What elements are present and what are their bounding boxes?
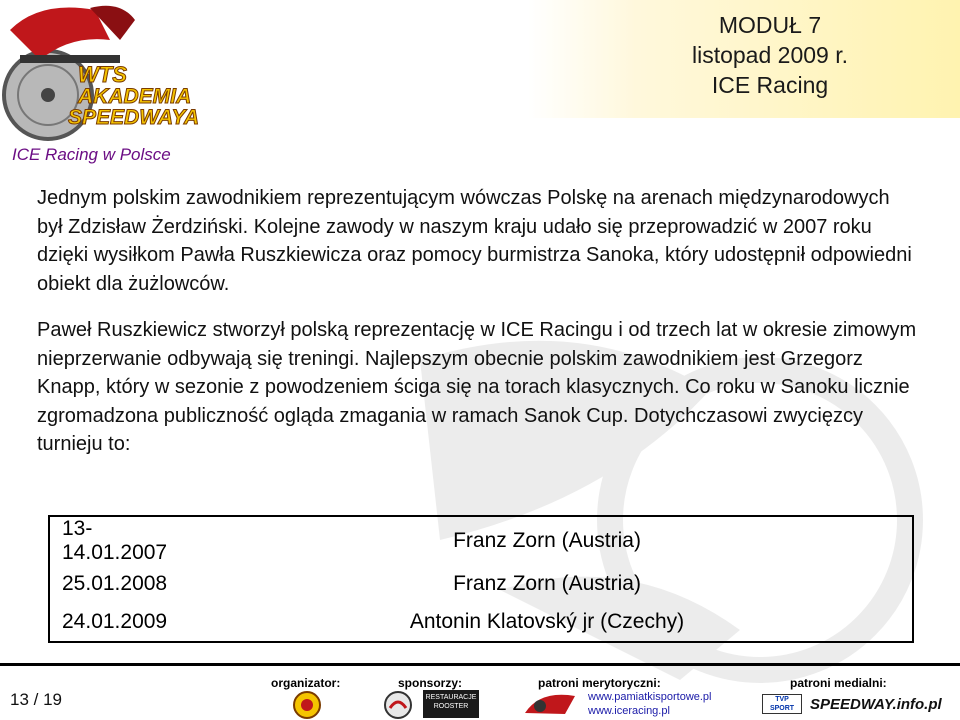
organizer-label: organizator: <box>271 676 341 690</box>
svg-text:WTS: WTS <box>78 62 127 87</box>
sponsor-logo-rm <box>380 690 416 720</box>
module-title: MODUŁ 7 <box>718 12 822 38</box>
footer-divider <box>0 663 960 666</box>
winner-name: Antonin Klatovský jr (Czechy) <box>409 610 685 633</box>
paragraph-2: Paweł Ruszkiewicz stworzył polską reprezentację w ICE Racingu i od trzech lat w okresie zimowym nieprzerwanie odbywają się treningi. Najlepszym obecnie polskim zawodnikiem jest Grzegorz Knapp, który w sezonie z powodzeniem ściga się na torach klasycznych. Co roku w Sanoku licznie zgromadzona publiczność ogląda zmagania w ramach Sanok Cup. Dotychczasowi zwycięzcy turnieju to: <box>37 319 917 455</box>
link-pamiatkisportowe[interactable]: www.pamiatkisportowe.pl <box>588 691 712 703</box>
winner-name: Franz Zorn (Austria) <box>453 572 641 595</box>
table-row <box>49 603 913 642</box>
sponsors-label: sponsorzy: <box>398 676 463 690</box>
module-date: listopad 2009 r. <box>691 42 848 68</box>
winner-name: Franz Zorn (Austria) <box>453 529 641 552</box>
merit-patrons-label: patroni merytoryczni: <box>538 676 661 690</box>
page-number: 13 / 19 <box>10 690 62 709</box>
winner-date: 25.01.2008 <box>62 572 168 595</box>
table-row <box>49 565 913 603</box>
svg-text:SPEEDWAYA: SPEEDWAYA <box>68 106 200 129</box>
organizer-logo <box>290 690 324 720</box>
winner-date: 13-14.01.2007 <box>62 517 168 564</box>
table-row <box>49 516 913 565</box>
section-title: ICE Racing w Polsce <box>12 145 171 164</box>
link-iceracing[interactable]: www.iceracing.pl <box>588 705 670 717</box>
wts-akademia-speedwaya-logo <box>0 0 240 150</box>
module-header <box>650 10 890 100</box>
winner-date: 24.01.2009 <box>62 610 168 633</box>
speedway-info-logo: SPEEDWAY.info.pl <box>810 696 942 713</box>
module-topic: ICE Racing <box>711 72 829 98</box>
svg-text:AKADEMIA: AKADEMIA <box>78 85 192 108</box>
media-patrons-label: patroni medialni: <box>790 676 887 690</box>
ice-racing-team-logo <box>520 688 580 718</box>
sponsor-logo-rooster: RESTAURACJE ROOSTER <box>423 690 479 718</box>
winners-table <box>48 515 914 643</box>
paragraph-1: Jednym polskim zawodnikiem reprezentującym wówczas Polskę na arenach międzynarodowych był Zdzisław Żerdziński. Kolejne zawody w naszym kraju udało się przeprowadzić w 2007 roku dzięki wysiłkom Pawła Ruszkiewicza oraz pomocy burmistrza Sanoka, który udostępnił odpowiedni obiekt dla żużlowców. <box>37 187 912 295</box>
tvp-sport-logo: TVP SPORT <box>762 694 802 714</box>
